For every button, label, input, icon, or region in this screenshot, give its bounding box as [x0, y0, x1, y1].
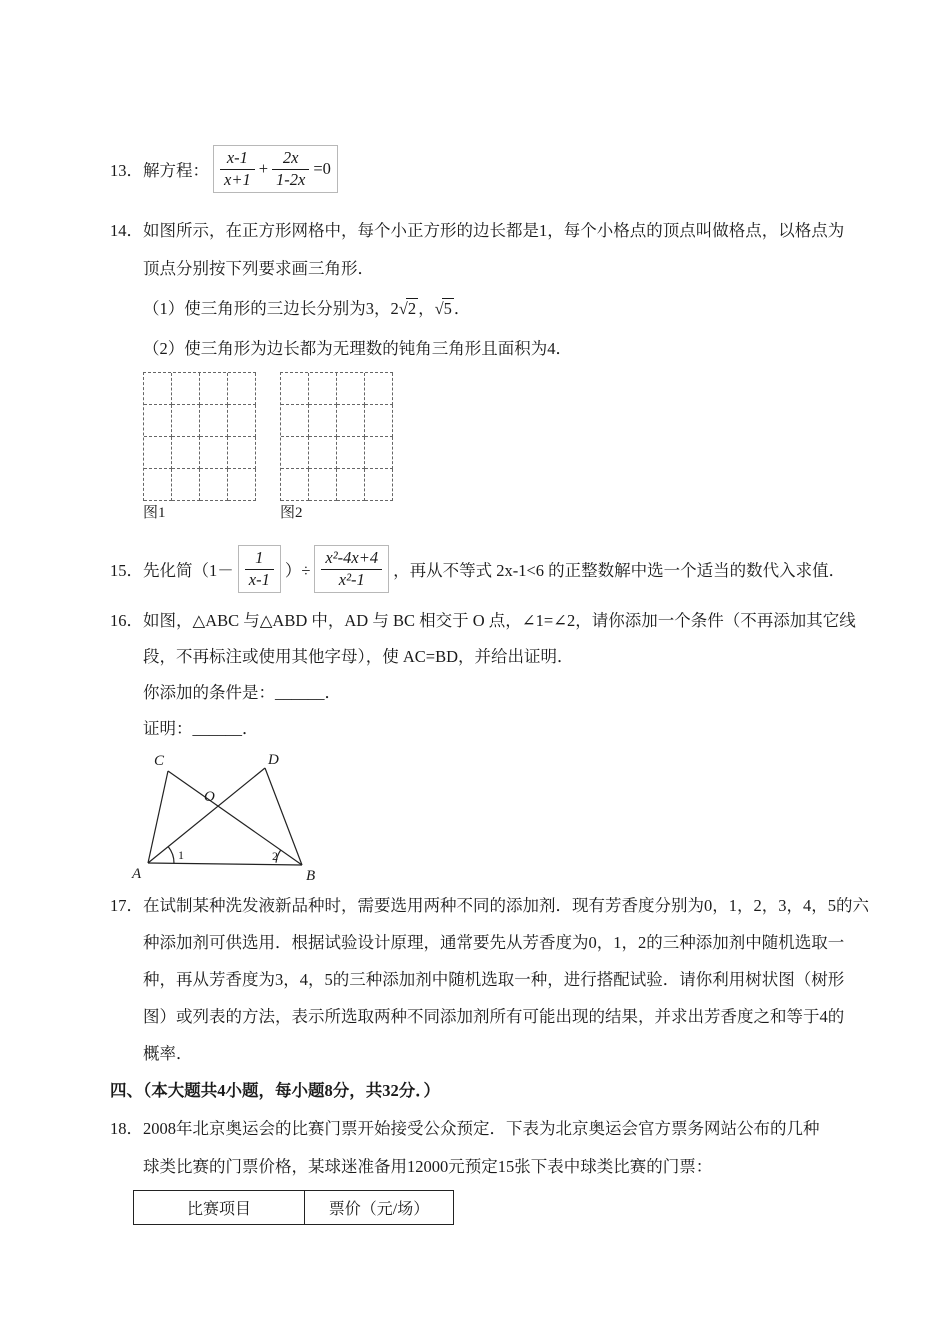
question-14: [110, 212, 850, 525]
vertex-label-O: O: [204, 789, 215, 805]
equals-zero: =0: [313, 159, 331, 178]
table-header-row: [134, 1191, 454, 1225]
q15-text-post: ，再从不等式 2x-1<6 的正整数解中选一个适当的数代入求值．: [393, 561, 846, 580]
grid-cell: [309, 437, 337, 469]
grid-cell: [281, 469, 309, 501]
grid-cell: [200, 469, 228, 501]
question-17: [110, 887, 869, 1072]
radicand: 2: [407, 299, 417, 318]
q15-fraction-1: [238, 545, 281, 593]
segment-DB: [265, 768, 302, 865]
table-cell-event-header: 比赛项目: [134, 1191, 305, 1225]
segment-AB: [148, 863, 302, 865]
radicand: 5: [443, 299, 452, 318]
q13-equation: [213, 145, 338, 193]
grid-cell: [365, 469, 393, 501]
grid-cell: [172, 437, 200, 469]
vertex-label-D: D: [268, 752, 279, 768]
grid-cell: [228, 437, 256, 469]
sqrt-radical-2: [435, 290, 454, 328]
fraction-2: [272, 148, 309, 190]
grid-cell: [172, 373, 200, 405]
q14-item-2: （2）使三角形为边长都为无理数的钝角三角形且面积为4．: [143, 339, 572, 358]
question-18: [110, 1110, 850, 1225]
grid-cell: [144, 405, 172, 437]
grid-cell: [309, 405, 337, 437]
q17-line-3: 种，再从芳香度为3，4，5的三种添加剂中随机选取一种，进行搭配试验．请你利用树状图（树形: [143, 970, 845, 989]
q14-item-1: [143, 288, 850, 330]
fraction-1: [220, 148, 255, 190]
vertex-label-B: B: [306, 868, 316, 884]
fraction-denominator: 1-2x: [276, 169, 306, 189]
fraction-denominator: x²-1: [338, 569, 365, 589]
period: ．: [453, 299, 471, 318]
grid-cell: [337, 437, 365, 469]
radical-sign: √: [434, 299, 444, 318]
q16-line-2: 段，不再标注或使用其他字母），使 AC=BD，并给出证明．: [143, 647, 574, 666]
fraction: [321, 548, 382, 590]
q16-blank-condition: 你添加的条件是：______．: [143, 683, 341, 702]
comma-separator: ，: [418, 299, 435, 318]
grid-cell: [365, 373, 393, 405]
angle-1-arc: [168, 847, 174, 864]
fraction-numerator: 2x: [272, 148, 309, 170]
grid-cell: [144, 437, 172, 469]
grid-cell: [200, 405, 228, 437]
grid-cell: [281, 405, 309, 437]
grid-cell: [144, 469, 172, 501]
figure-1-label: 图1: [143, 505, 166, 521]
grid-cell: [309, 469, 337, 501]
grid-cell: [144, 373, 172, 405]
fraction-denominator: x+1: [224, 169, 251, 189]
question-13: [110, 138, 850, 200]
grid-cell: [309, 373, 337, 405]
q15-fraction-2: [314, 545, 389, 593]
grid-cell: [172, 469, 200, 501]
q15-text-pre: 15．先化简（1－: [110, 561, 234, 580]
q15-line: [110, 537, 850, 601]
vertex-label-C: C: [154, 753, 165, 769]
sqrt-radical-1: [399, 290, 418, 328]
angle-1-label: 1: [178, 848, 184, 862]
square-grid-1: [143, 372, 256, 501]
ticket-price-table: [133, 1190, 454, 1225]
fraction: [245, 548, 274, 590]
segment-CB: [168, 771, 302, 865]
grid-cell: [172, 405, 200, 437]
grid-cell: [337, 373, 365, 405]
grid-cell: [281, 373, 309, 405]
q16-line-1: 16．如图，△ABC 与△ABD 中，AD 与 BC 相交于 O 点，∠1=∠2，请你添加一个条件（不再添加其它线: [110, 611, 856, 630]
table-cell-price-header: 票价（元/场）: [305, 1191, 454, 1225]
q16-blank-proof: 证明：______．: [143, 719, 259, 738]
q18-line-2: 球类比赛的门票价格，某球迷准备用12000元预定15张下表中球类比赛的门票：: [143, 1157, 713, 1176]
grid-cell: [228, 469, 256, 501]
grid-cell: [228, 373, 256, 405]
q13-text: 13．解方程：: [110, 161, 209, 180]
grid-cell: [200, 373, 228, 405]
grid-figure-2: [280, 372, 393, 525]
angle-2-label: 2: [272, 849, 278, 863]
triangle-lines: [148, 768, 302, 865]
question-16: [110, 603, 856, 885]
q13-line: [110, 138, 850, 200]
plus-operator: +: [258, 159, 269, 178]
vertex-label-A: A: [132, 866, 142, 882]
q17-line-4: 图）或列表的方法，表示所选取两种不同添加剂所有可能出现的结果，并求出芳香度之和等于4的: [143, 1007, 845, 1026]
triangle-figure: [130, 751, 365, 885]
q14-line-1: 14．如图所示，在正方形网格中，每个小正方形的边长都是1，每个小格点的顶点叫做格点，以格点为: [110, 221, 845, 240]
grid-cell: [200, 437, 228, 469]
grid-figures: [143, 372, 850, 525]
q15-text-mid: ）÷: [284, 561, 311, 580]
square-grid-2: [280, 372, 393, 501]
grid-cell: [365, 437, 393, 469]
section-4-heading: 四、（本大题共4小题，每小题8分，共32分．）: [110, 1081, 440, 1100]
q18-line-1: 18．2008年北京奥运会的比赛门票开始接受公众预定．下表为北京奥运会官方票务网站公布的几种: [110, 1119, 820, 1138]
fraction-numerator: x²-4x+4: [321, 548, 382, 570]
grid-cell: [228, 405, 256, 437]
q17-line-5: 概率．: [143, 1044, 193, 1063]
grid-cell: [281, 437, 309, 469]
q14-line-2: 顶点分别按下列要求画三角形．: [143, 259, 374, 278]
grid-figure-1: [143, 372, 256, 525]
fraction-denominator: x-1: [248, 569, 270, 589]
question-15: [110, 537, 850, 601]
q14-item1-text: （1）使三角形的三边长分别为3，2: [143, 299, 399, 318]
figure-2-label: 图2: [280, 505, 303, 521]
q17-line-2: 种添加剂可供选用．根据试验设计原理，通常要先从芳香度为0，1，2的三种添加剂中随机选取一: [143, 933, 845, 952]
fraction-numerator: x-1: [220, 148, 255, 170]
q17-line-1: 17．在试制某种洗发液新品种时，需要选用两种不同的添加剂．现有芳香度分别为0，1，2，3，4，5的六: [110, 896, 869, 915]
grid-cell: [365, 405, 393, 437]
fraction-numerator: 1: [245, 548, 274, 570]
radical-sign: √: [398, 299, 408, 318]
grid-cell: [337, 469, 365, 501]
grid-cell: [337, 405, 365, 437]
